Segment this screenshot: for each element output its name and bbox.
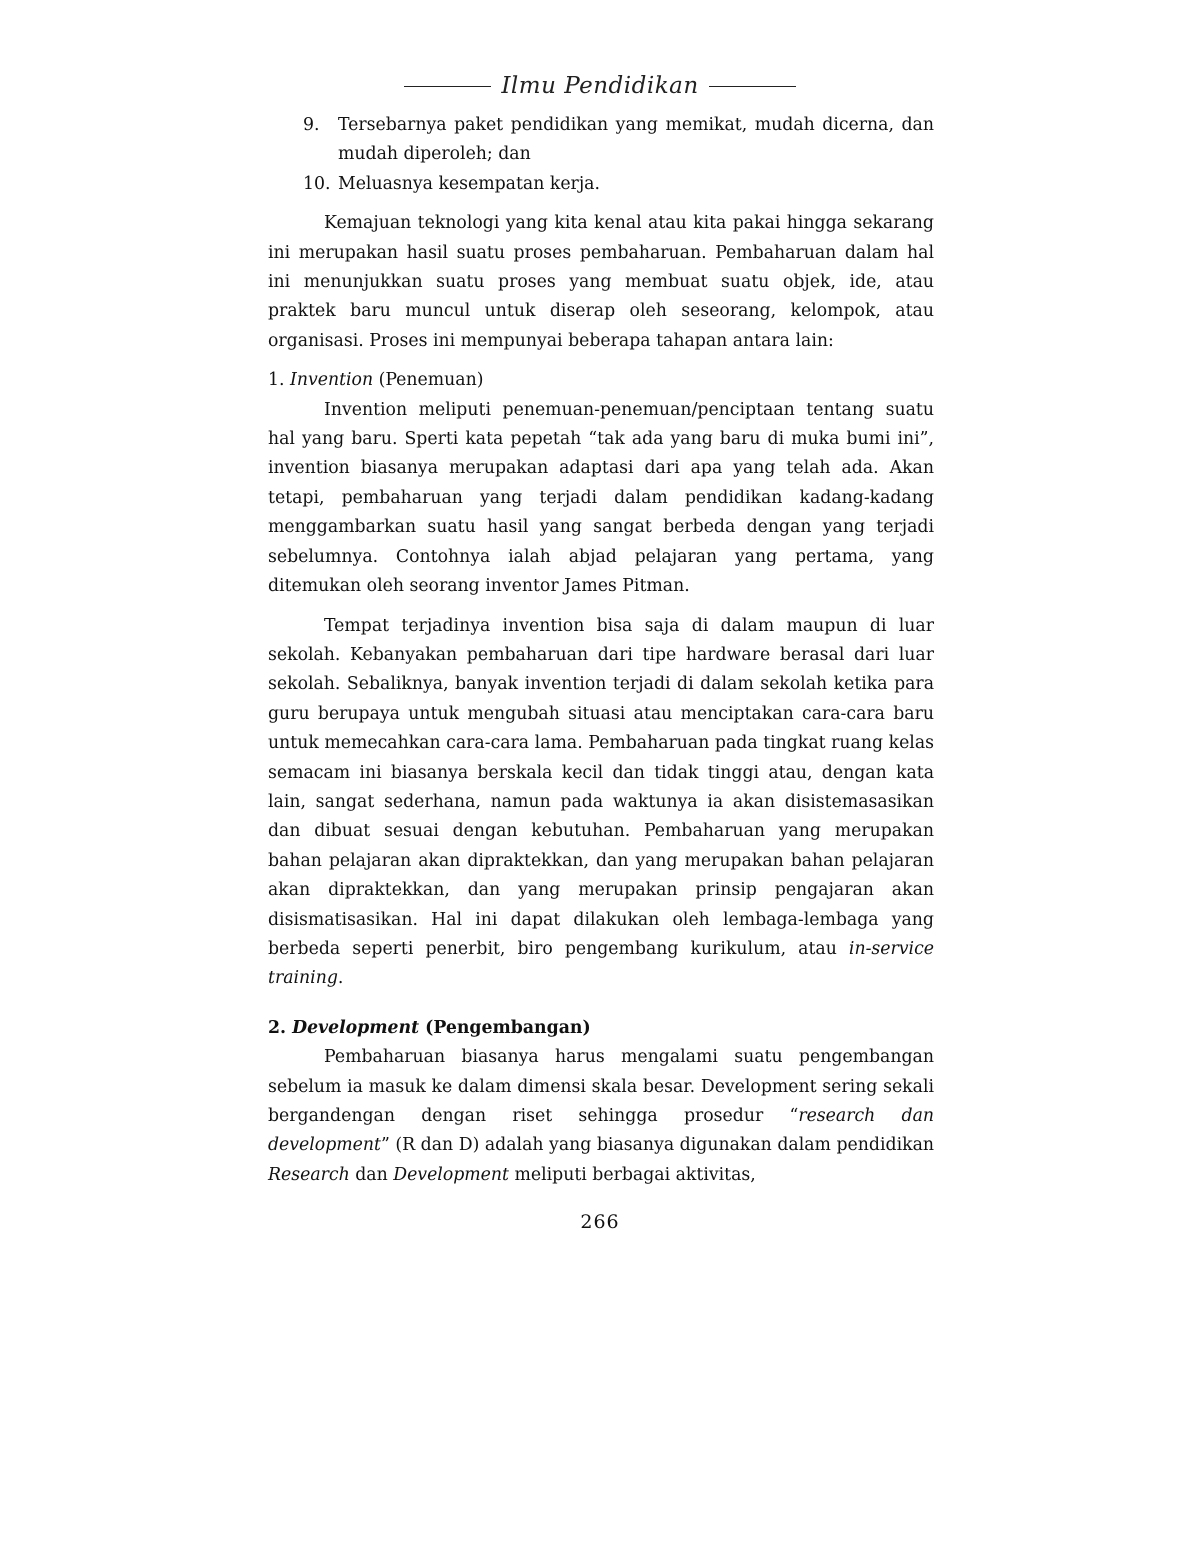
paragraph-text: Tempat terjadinya invention bisa saja di dalam maupun di luar sekolah. Kebanyakan pembaharuan dari tipe hardware berasal dari luar sekolah. Sebaliknya, banyak invention terjadi di dalam sekolah ketika para guru berupaya untuk mengubah situasi atau menciptakan cara-cara baru untuk memecahkan cara-cara lama. Pembaharuan pada tingkat ruang kelas semacam ini biasanya berskala kecil dan tidak tinggi atau, dengan kata lain, sangat sederhana, namun pada waktunya ia akan disistemasasikan dan dibuat sesuai dengan kebutuhan. Pembaharuan yang merupakan bahan pelajaran akan dipraktekkan, dan yang merupakan bahan pelajaran akan dipraktekkan, dan yang merupakan prinsip pengajaran akan disismatisasikan. Hal ini dapat dilakukan oleh lembaga-lembaga yang berbeda seperti penerbit, biro pengembang kurikulum, atau [268,615,934,959]
paragraph-italic-term: Development [393,1164,509,1185]
list-item-number: 9. [303,115,320,135]
running-header [404,66,796,106]
invention-paragraph-2 [268,612,934,994]
list-item [268,111,934,170]
development-paragraph [268,1043,934,1190]
section-term: Invention [290,370,374,391]
intro-paragraph: Kemajuan teknologi yang kita kenal atau kita pakai hingga sekarang ini merupakan hasil suatu proses pembaharuan. Pembaharuan dalam hal ini menunjukkan suatu proses yang membuat suatu objek, ide, atau praktek baru muncul untuk diserap oleh seseorang, kelompok, atau organisasi. Proses ini mempunyai beberapa tahapan antara lain: [268,213,934,351]
paragraph-end: . [337,968,344,989]
section-heading-development [268,1014,934,1043]
paragraph-text: meliputi berbagai aktivitas, [514,1164,756,1185]
section-term: Development [292,1017,420,1038]
list-item-text: Tersebarnya paket pendidikan yang memikat, mudah dicerna, dan mudah diperoleh; dan [338,115,934,165]
header-title: Ilmu Pendidikan [501,73,699,99]
section-heading-invention [268,366,934,395]
page-number: 266 [580,1211,620,1233]
paragraph-text: dan [355,1164,388,1185]
paragraph-italic-term: Research [268,1164,350,1185]
section-number: 2. [268,1017,287,1038]
header-rule-left [404,86,491,87]
section-translation: (Penemuan) [378,370,484,391]
section-translation: (Pengembangan) [425,1017,591,1038]
section-number: 1. [268,370,285,391]
list-item-text: Meluasnya kesempatan kerja. [338,173,600,194]
list-item-number: 10. [303,173,331,194]
header-rule-right [709,86,796,87]
paragraph-text: Pembaharuan biasanya harus mengalami suatu pengembangan sebelum ia masuk ke dalam dimensi skala besar. Development sering sekali bergandengan dengan riset sehingga prosedur “ [268,1047,934,1126]
paragraph-italic-term: in-service training [268,938,934,989]
paragraph-text: ” (R dan D) adalah yang biasanya digunakan dalam pendidikan [380,1135,934,1156]
list-item [268,170,934,199]
invention-paragraph-1: Invention meliputi penemuan-penemuan/penciptaan tentang suatu hal yang baru. Sperti kata pepetah “tak ada yang baru di muka bumi ini”, invention biasanya merupakan adaptasi dari apa yang telah ada. Akan tetapi, pembaharuan yang terjadi dalam pendidikan kadang-kadang menggambarkan suatu hasil yang sangat berbeda dengan yang terjadi sebelumnya. Contohnya ialah abjad pelajaran yang pertama, yang ditemukan oleh seorang inventor James Pitman. [268,399,934,597]
paragraph-italic-term: research dan development [268,1106,934,1156]
page-body [268,111,934,1190]
